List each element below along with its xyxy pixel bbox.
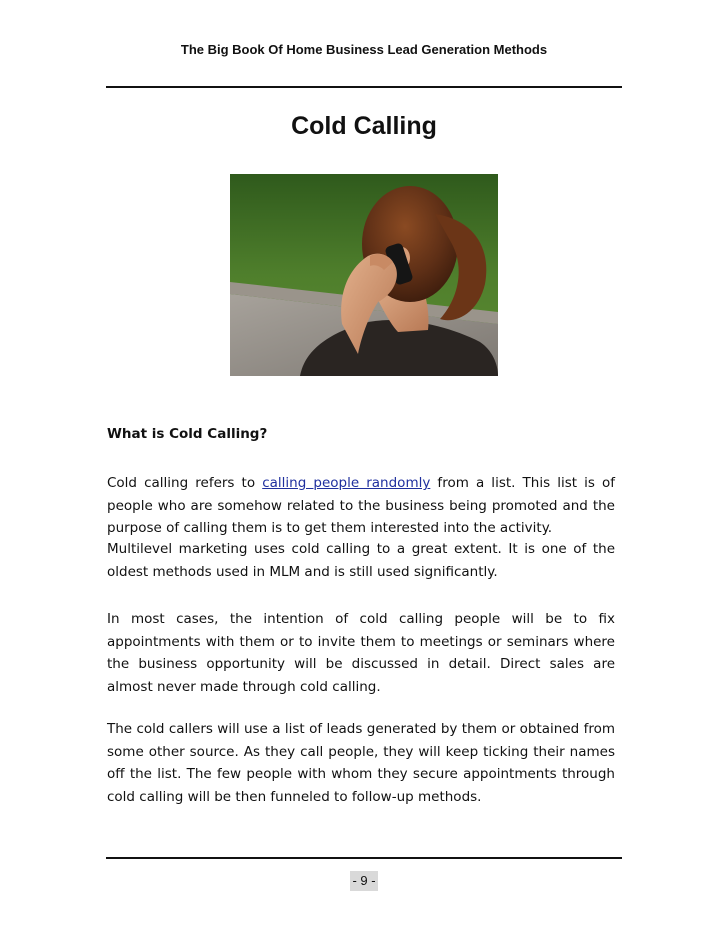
paragraph-3: In most cases, the intention of cold calling people will be to fix appointments with them or to invite them to meetings or seminars where the business opportunity will be discussed in detail. Direct sales are almost never made through cold calling. xyxy=(107,611,615,695)
paragraph-text: from a list. This list is of people who are somehow related to the business being promoted and the purpose of calling them is to get them interested into the activity. xyxy=(107,475,616,536)
paragraph-2: Multilevel marketing uses cold calling to a great extent. It is one of the oldest methods used in MLM and is still used significantly. xyxy=(107,541,615,580)
page-title: Cold Calling xyxy=(291,112,437,140)
calling-people-randomly-link[interactable]: calling people randomly xyxy=(262,475,431,491)
woman-on-phone-photo xyxy=(230,174,498,376)
footer-rule xyxy=(106,857,622,859)
section-heading: What is Cold Calling? xyxy=(107,426,268,442)
page-number: - 9 - xyxy=(350,871,378,891)
paragraph-1 xyxy=(107,472,615,540)
header-rule xyxy=(106,86,622,88)
paragraph-text: Cold calling refers to xyxy=(107,475,263,491)
paragraph-4: The cold callers will use a list of leads generated by them or obtained from some other source. As they call people, they will keep ticking their names off the list. The few people with whom they secure appointments through cold calling will be then funneled to follow-up methods. xyxy=(107,721,615,805)
running-header: The Big Book Of Home Business Lead Generation Methods xyxy=(180,42,548,57)
